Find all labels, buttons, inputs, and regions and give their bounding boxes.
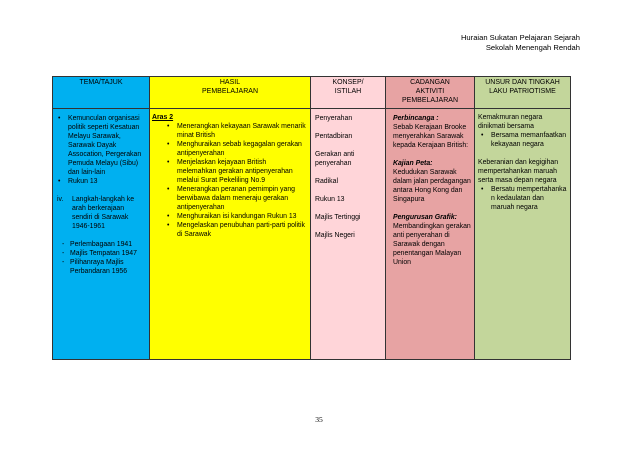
activity-heading: Kajian Peta: (393, 160, 433, 167)
header-hasil-text: HASIL PEMBELAJARAN (201, 79, 259, 95)
term: Penyerahan (315, 115, 353, 122)
term: Majlis Tertinggi (315, 214, 361, 221)
list-item: • Kemunculan organisasi politik seperti Kesatuan Melayu Sarawak, Sarawak Dayak Assocation, Pergerakan Pemuda Melayu (Sibu) dan lain-lain (55, 114, 146, 177)
list-item: • Mengelaskan penubuhan parti-parti politik di Sarawak (164, 221, 307, 239)
term: Radikal (315, 178, 338, 185)
value-text: Keberanian dan kegigihan mempertahankan maruah serta masa depan negara (478, 159, 559, 184)
activity-heading: Perbincanga : (393, 115, 439, 122)
term: Rukun 13 (315, 196, 345, 203)
cell-unsur-patriotisme (475, 109, 571, 360)
sub-item: - Perlembagaan 1941 (55, 240, 146, 249)
numbered-item (55, 195, 146, 231)
numbered-item-label: iv. (57, 196, 64, 203)
list-item: • Menerangkan kekayaan Sarawak menarik minat British (164, 122, 307, 140)
list-item: • Bersama memanfaatkan kekayaan negara (478, 131, 567, 149)
activity-text: Kedudukan Sarawak dalam jalan perdagangan antara Hong Kong dan Singapura (393, 169, 471, 203)
header-hasil-pembelajaran (150, 77, 311, 109)
header-line-1: Huraian Sukatan Pelajaran Sejarah (460, 33, 580, 42)
list-item: • Menjelaskan kejayaan British melemahkan gerakan antipenyerahan melalui Surat Pekeliling No.9 (164, 158, 307, 185)
term: Gerakan anti penyerahan (315, 151, 355, 167)
header-unsur-patriotisme (475, 77, 571, 109)
table-header-row (53, 77, 571, 109)
sub-item: - Majlis Tempatan 1947 (55, 249, 146, 258)
syllabus-table (52, 76, 571, 360)
activity-text: Membandingkan gerakan anti penyerahan di Sarawak dengan penentangan Malayan Union (393, 223, 471, 266)
cell-hasil-pembelajaran (150, 109, 311, 360)
header-line-2: Sekolah Menengah Rendah (485, 43, 580, 52)
list-item: • Menghuraikan isi kandungan Rukun 13 (164, 212, 307, 221)
table-content-row (53, 109, 571, 360)
level-label: Aras 2 (152, 114, 174, 121)
cell-cadangan-aktiviti (386, 109, 475, 360)
page-number: 35 (315, 415, 323, 424)
cell-tema-tajuk (53, 109, 150, 360)
header-unsur-text: UNSUR DAN TINGKAH LAKU PATRIOTISME (485, 79, 560, 95)
header-cadangan-text: CADANGAN AKTIVITI PEMBELAJARAN (401, 79, 459, 104)
cell-konsep-istilah (311, 109, 386, 360)
term: Pentadbiran (315, 133, 353, 140)
numbered-item-text: Langkah-langkah ke arah berkerajaan sendiri di Sarawak 1946-1961 (72, 196, 135, 230)
list-item: • Bersatu mempertahanka n kedaulatan dan maruah negara (478, 185, 567, 212)
document-header (461, 33, 580, 53)
header-tema-tajuk: TEMA/TAJUK (53, 77, 150, 109)
activity-heading: Pengurusan Grafik: (393, 214, 457, 221)
sub-item: - Pilihanraya Majlis Perbandaran 1956 (55, 258, 146, 276)
header-cadangan-aktiviti (386, 77, 475, 109)
list-item: • Menghuraikan sebab kegagalan gerakan antipenyerahan (164, 140, 307, 158)
header-konsep-text: KONSEP/ ISTILAH (332, 79, 364, 95)
activity-text: Sebab Kerajaan Brooke menyerahkan Sarawak kepada Kerajaan British: (393, 124, 469, 149)
list-item: • Menerangkan peranan pemimpin yang berwibawa dalam meneraju gerakan antipenyerahan (164, 185, 307, 212)
list-item: • Rukun 13 (55, 177, 146, 186)
header-konsep-istilah (311, 77, 386, 109)
value-text: Kemakmuran negara dinikmati bersama (478, 114, 543, 130)
term: Majlis Negeri (315, 232, 355, 239)
